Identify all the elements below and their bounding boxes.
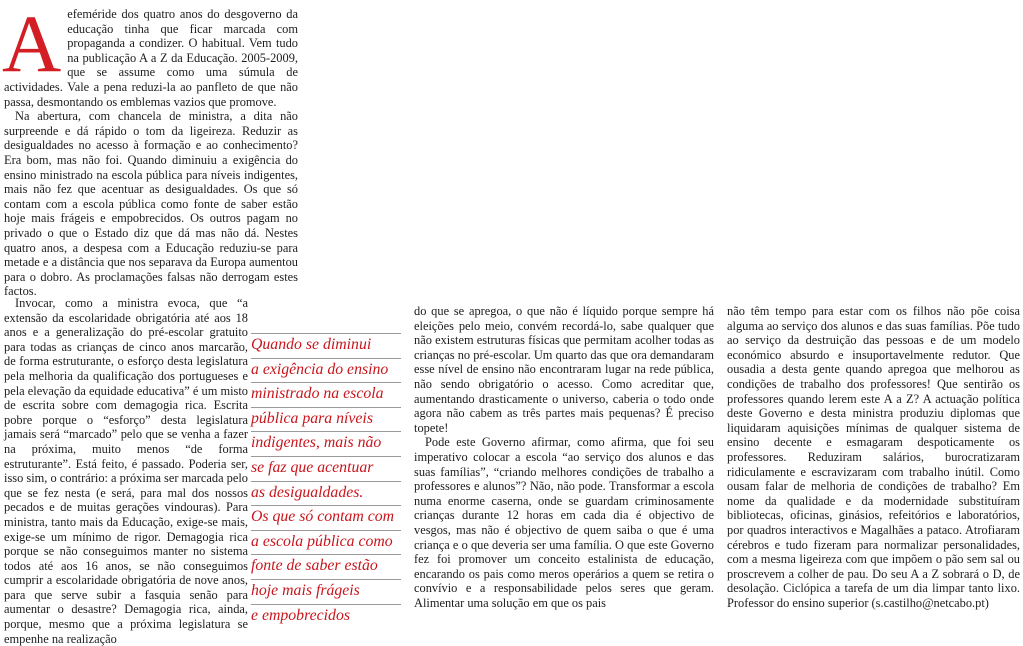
paragraph: Na abertura, com chancela de ministra, a dita não surpreende e dá rápido o tom da ligeireza. Reduzir as desigualdades no acesso à formação e ao conhecimento? Era bom, mas não foi. Quando diminuiu a exigência do ensino ministrado na escola pública para níveis indigentes, mais não fez que acentuar as desigualdades. Os que só contam com a escola pública como fonte de saber estão hoje mais frágeis e empobrecidos. Os outros pagam no privado o que o Estado diz que dá mas não dá. Nestes quatro anos, a despesa com a Educação reduziu-se para metade e a distância que nos separava da Europa aumentou para o dobro. As proclamações falsas não derrogam estes factos. (4, 109, 298, 299)
pull-quote-line: as desigualdades. (251, 482, 401, 507)
article-column-3 (414, 304, 714, 610)
pull-quote-line: fonte de saber estão (251, 555, 401, 580)
pull-quote-line: ministrado na escola (251, 383, 401, 408)
paragraph: do que se apregoa, o que não é líquido porque sempre há eleições pelo meio, convém recordá-lo, sabe qualquer que não existem estruturas físicas que permitam acolher todas as crianças no pré-escolar. Um quarto das que ora demandaram esse nível de ensino não encontraram lugar na rede pública, não sendo obrigatório o acesso. Como acreditar que, aumentando drasticamente o universo, caberia o todo onde agora não cabem as três partes mais pequenas? É preciso topete! (414, 304, 714, 435)
paragraph: Pode este Governo afirmar, como afirma, que foi seu imperativo colocar a escola “ao serviço dos alunos e das suas famílias”, “criando melhores condições de trabalho a professores e alunos”? Não, não pode. Transformar a escola numa enorme caserna, onde se guardam criminosamente crianças durante 12 horas em cada dia é objectivo de vesgos, mas não é objectivo de quem saiba o que é uma criança e o que deveria ser uma família. O que este Governo fez foi promover um conceito estalinista de educação, encarando os pais como meros operários a quem se retira o convívio e a responsabilidade pelos seres que geram. Alimentar uma solução em que os pais (414, 435, 714, 610)
drop-cap: A (2, 0, 62, 89)
pull-quote-line: Quando se diminui (251, 333, 401, 359)
pull-quote-line: e empobrecidos (251, 606, 350, 624)
pull-quote-line: hoje mais frágeis (251, 580, 401, 605)
article-column-2 (4, 296, 248, 646)
article-column-1 (2, 0, 298, 299)
paragraph: efeméride dos quatro anos do desgoverno da educação tinha que ficar marcada com propaganda a condizer. O habitual. Vem tudo na publicação A a Z da Educação. 2005-2009, que se assume como uma súmula de actividades. Vale a pena reduzi-la ao panfleto de que não passa, desmontando os emblemas vazios que promove. (4, 7, 298, 109)
pull-quote-line: se faz que acentuar (251, 457, 401, 482)
pull-quote-line: indigentes, mais não (251, 432, 401, 457)
pull-quote-line: Os que só contam com (251, 506, 401, 531)
pull-quote-line: a escola pública como (251, 531, 401, 556)
article-column-4 (727, 304, 1020, 610)
paragraph: Invocar, como a ministra evoca, que “a extensão da escolaridade obrigatória até aos 18 anos e a generalização do pré-escolar gratuito para todas as crianças de cinco anos marcarão, de forma estruturante, o esforço desta legislatura pela melhoria da qualificação dos portugueses e pela elevação da equidade educativa” é um misto de escrita sobre com demagogia rica. Escrita pobre porque o “esforço” desta legislatura jamais será “marcado” pelo que se venha a fazer na próxima, muito menos “de forma estruturante”. Está feito, é passado. Poderia ser, isso sim, o contrário: a próxima ser marcada pelo que se fez nesta (e será, para mal dos nossos pecados e de muitas gerações vindouras). Para ministra, tanto mais da Educação, exige-se mais, exige-se um mínimo de rigor. Demagogia rica porque se não conseguimos manter no sistema todos até aos 16 anos, se não conseguimos cumprir a escolaridade obrigatória de nove anos, para que serve subir a fasquia senão para aumentar o desastre? Demagogia rica, ainda, porque, mesmo que a próxima legislatura se empenhe na realização (4, 296, 248, 646)
pull-quote (251, 333, 401, 628)
paragraph: não têm tempo para estar com os filhos não põe coisa alguma ao serviço dos alunos e das suas famílias. Põe tudo ao serviço da destruição das pessoas e de um modelo económico absurdo e insuportavelmente redutor. Que ousadia a desta gente quando apregoa que melhorou as condições de trabalho dos professores! Que sentirão os professores quando lerem este A a Z? A actuação política deste Governo e desta ministra produziu diplomas que liquidaram aquisições mínimas de qualquer sistema de ensino decente e esmagaram despoticamente os professores. Reduziram salários, burocratizaram ridiculamente e escravizaram com trabalho inútil. Como ousam falar de melhoria de condições de trabalho? Em nome da qualidade e da modernidade substituíram bibliotecas, oficinas, ginásios, refeitórios e laboratórios, por quadros interactivos e Magalhães a pataco. Atrofiaram cérebros e tudo fizeram para normalizar personalidades, com a mesma ligeireza com que impõem o pão sem sal ou proscrevem a colher de pau. Do seu A a Z sobrará o D, de desolação. Ciclópica a tarefa de um dia limpar tanto lixo. Professor do ensino superior (s.castilho@netcabo.pt) (727, 304, 1020, 610)
pull-quote-line: a exigência do ensino (251, 359, 401, 384)
pull-quote-line: pública para níveis (251, 408, 401, 433)
